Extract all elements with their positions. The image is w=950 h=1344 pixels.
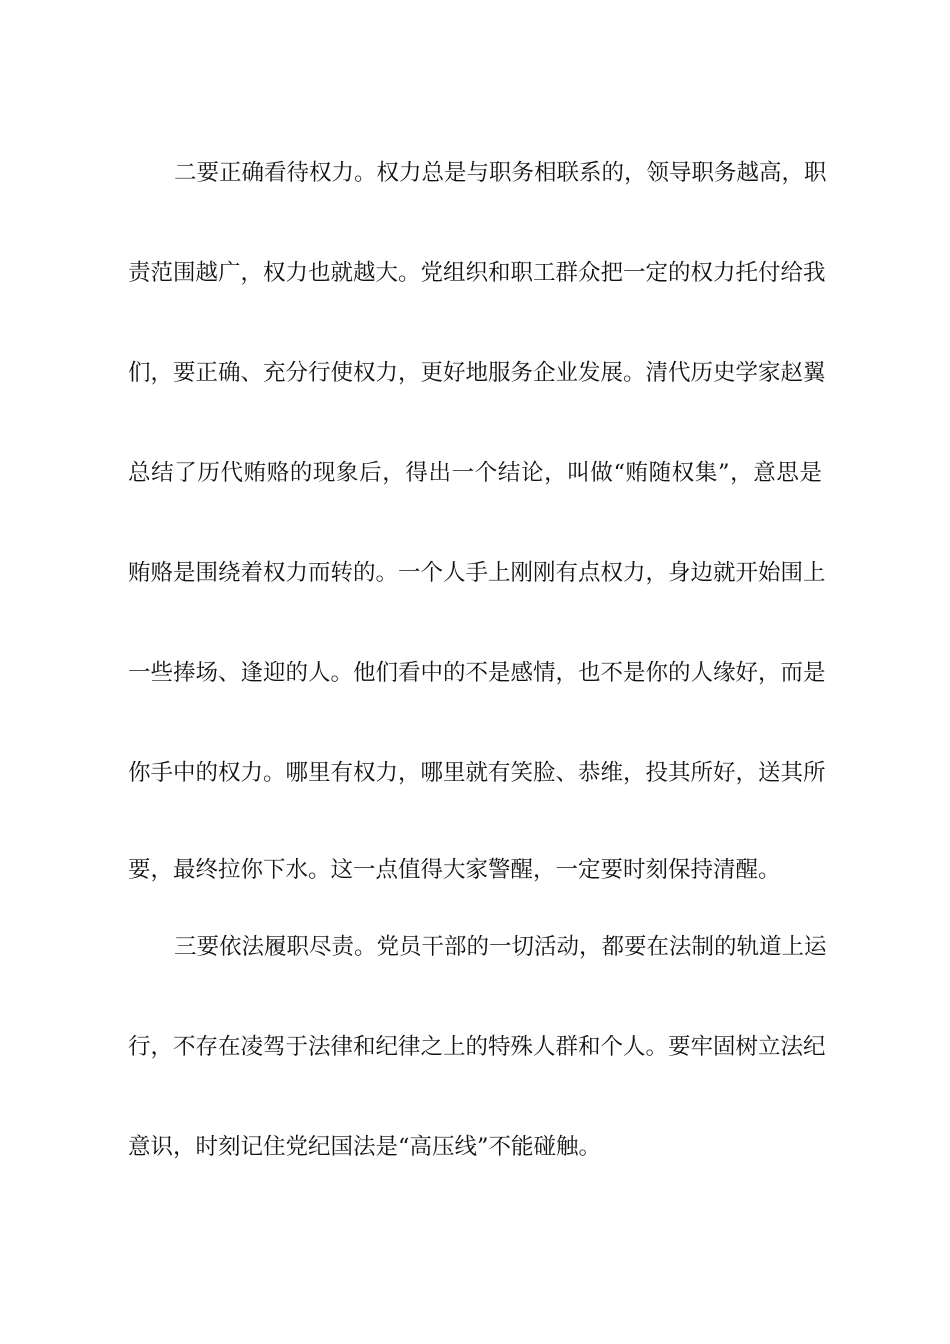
- paragraph-1-line-5: 贿赂是围绕着权力而转的。一个人手上刚刚有点权力，身边就开始围上: [128, 560, 826, 586]
- paragraph-2-line-1: 三要依法履职尽责。党员干部的一切活动，都要在法制的轨道上运: [174, 934, 827, 960]
- paragraph-1-line-3: 们，要正确、充分行使权力，更好地服务企业发展。清代历史学家赵翼: [128, 360, 826, 386]
- paragraph-1-line-2: 责范围越广，权力也就越大。党组织和职工群众把一定的权力托付给我: [128, 260, 826, 286]
- paragraph-1-line-6: 一些捧场、逢迎的人。他们看中的不是感情，也不是你的人缘好，而是: [128, 660, 826, 686]
- paragraph-2-line-3: 意识，时刻记住党纪国法是“高压线”不能碰触。: [128, 1134, 602, 1160]
- paragraph-2-line-2: 行，不存在凌驾于法律和纪律之上的特殊人群和个人。要牢固树立法纪: [128, 1034, 826, 1060]
- paragraph-1-line-4: 总结了历代贿赂的现象后，得出一个结论，叫做“贿随权集”，意思是: [128, 460, 822, 486]
- paragraph-1-line-8: 要，最终拉你下水。这一点值得大家警醒，一定要时刻保持清醒。: [128, 857, 781, 883]
- paragraph-1-line-7: 你手中的权力。哪里有权力，哪里就有笑脸、恭维，投其所好，送其所: [128, 760, 826, 786]
- paragraph-1-line-1: 二要正确看待权力。权力总是与职务相联系的，领导职务越高，职: [174, 160, 827, 186]
